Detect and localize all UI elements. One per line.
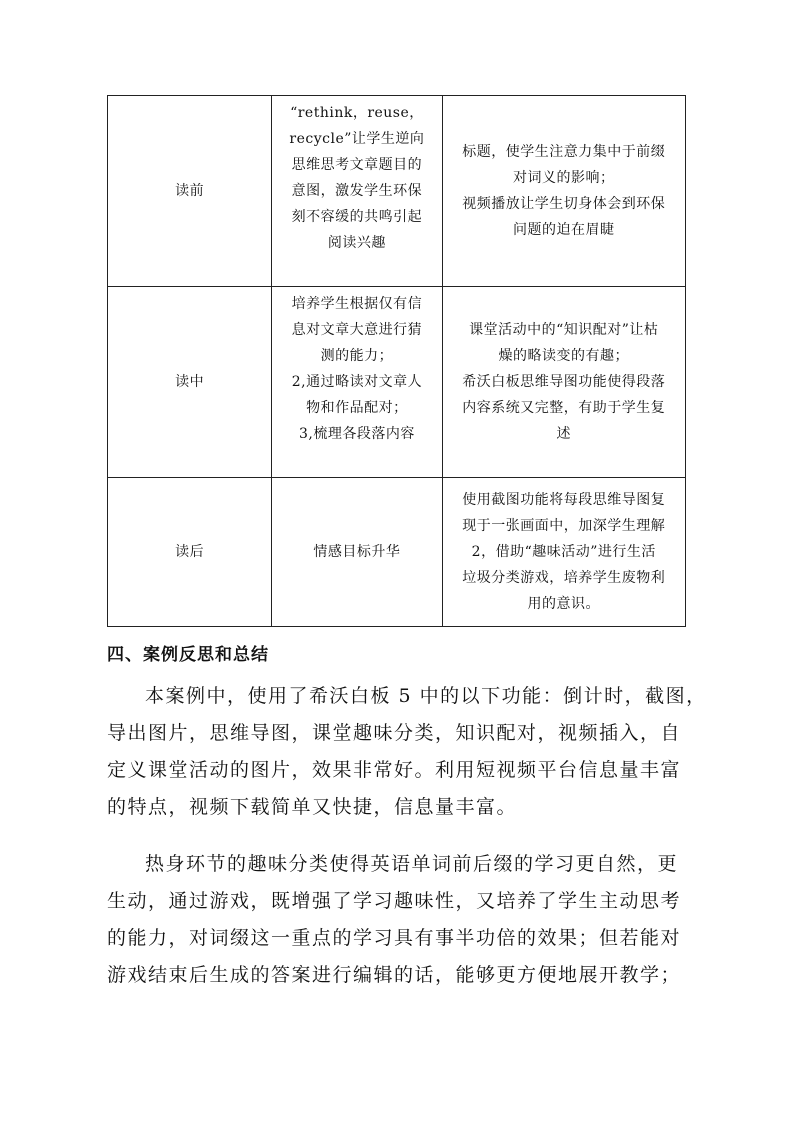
tech-line: 问题的迫在眉睫	[513, 222, 615, 238]
tech-line: 2，借助“趣味活动”进行生活	[471, 544, 656, 560]
tech-line: 用的意识。	[527, 596, 601, 612]
stage-cell: 读中	[108, 287, 272, 478]
tech-line: 现于一张画面中，加深学生理解	[462, 518, 666, 534]
tech-line: 述	[556, 426, 572, 442]
body-paragraph	[107, 846, 707, 994]
tech-line: 标题，使学生注意力集中于前缀	[462, 144, 666, 160]
tech-line: 课堂活动中的“知识配对”让枯	[469, 322, 659, 338]
goal-line: 阅读兴趣	[327, 235, 386, 251]
goal-line: recycle”让学生逆向	[289, 131, 425, 147]
goal-line: 培养学生根据仅有信	[291, 296, 423, 312]
paragraph-line: 生动，通过游戏，既增强了学习趣味性，又培养了学生主动思考	[107, 890, 682, 912]
table-row	[108, 96, 686, 287]
tech-cell	[442, 287, 685, 478]
tech-line: 垃圾分类游戏，培养学生废物利	[462, 570, 666, 586]
section-heading: 四、案例反思和总结	[107, 645, 269, 665]
table-row	[108, 287, 686, 478]
tech-cell	[442, 478, 685, 627]
tech-line: 视频播放让学生切身体会到环保	[462, 196, 666, 212]
paragraph-line: 游戏结束后生成的答案进行编辑的话，能够更方便地展开教学；	[107, 964, 682, 986]
paragraph-line: 的特点，视频下载简单又快捷，信息量丰富。	[107, 796, 518, 818]
goal-cell	[272, 96, 442, 287]
tech-line: 内容系统又完整，有助于学生复	[462, 400, 666, 416]
goal-line: 测的能力；	[320, 348, 394, 364]
tech-line: 希沃白板思维导图功能使得段落	[462, 374, 666, 390]
goal-line: 3,梳理各段落内容	[298, 426, 415, 442]
paragraph-line: 热身环节的趣味分类使得英语单词前后缀的学习更自然，更	[145, 853, 679, 875]
stage-cell: 读前	[108, 96, 272, 287]
goal-line: 意图，激发学生环保	[291, 183, 423, 199]
goal-cell	[272, 478, 442, 627]
goal-cell	[272, 287, 442, 478]
paragraph-line: 的能力，对词缀这一重点的学习具有事半功倍的效果；但若能对	[107, 927, 682, 949]
goal-line: 情感目标升华	[313, 544, 401, 560]
goal-line: 物和作品配对；	[306, 400, 408, 416]
tech-cell	[442, 96, 685, 287]
goal-line: 思维思考文章题目的	[291, 157, 423, 173]
tech-line: 对词义的影响；	[513, 170, 615, 186]
tech-line: 燥的略读变的有趣；	[498, 348, 630, 364]
stage-cell: 读后	[108, 478, 272, 627]
goal-line: “rethink，reuse，	[290, 105, 424, 121]
table-row	[108, 478, 686, 627]
body-paragraph	[107, 678, 707, 826]
tech-line: 使用截图功能将每段思维导图复	[462, 492, 666, 508]
lesson-design-table	[107, 95, 686, 627]
goal-line: 刻不容缓的共鸣引起	[291, 209, 423, 225]
paragraph-line: 导出图片，思维导图，课堂趣味分类，知识配对，视频插入，自	[107, 722, 682, 744]
goal-line: 息对文章大意进行猜	[291, 322, 423, 338]
paragraph-line: 本案例中，使用了希沃白板 5 中的以下功能：倒计时，截图，	[145, 685, 707, 707]
paragraph-line: 定义课堂活动的图片，效果非常好。利用短视频平台信息量丰富	[107, 759, 682, 781]
goal-line: 2,通过略读对文章人	[291, 374, 423, 390]
